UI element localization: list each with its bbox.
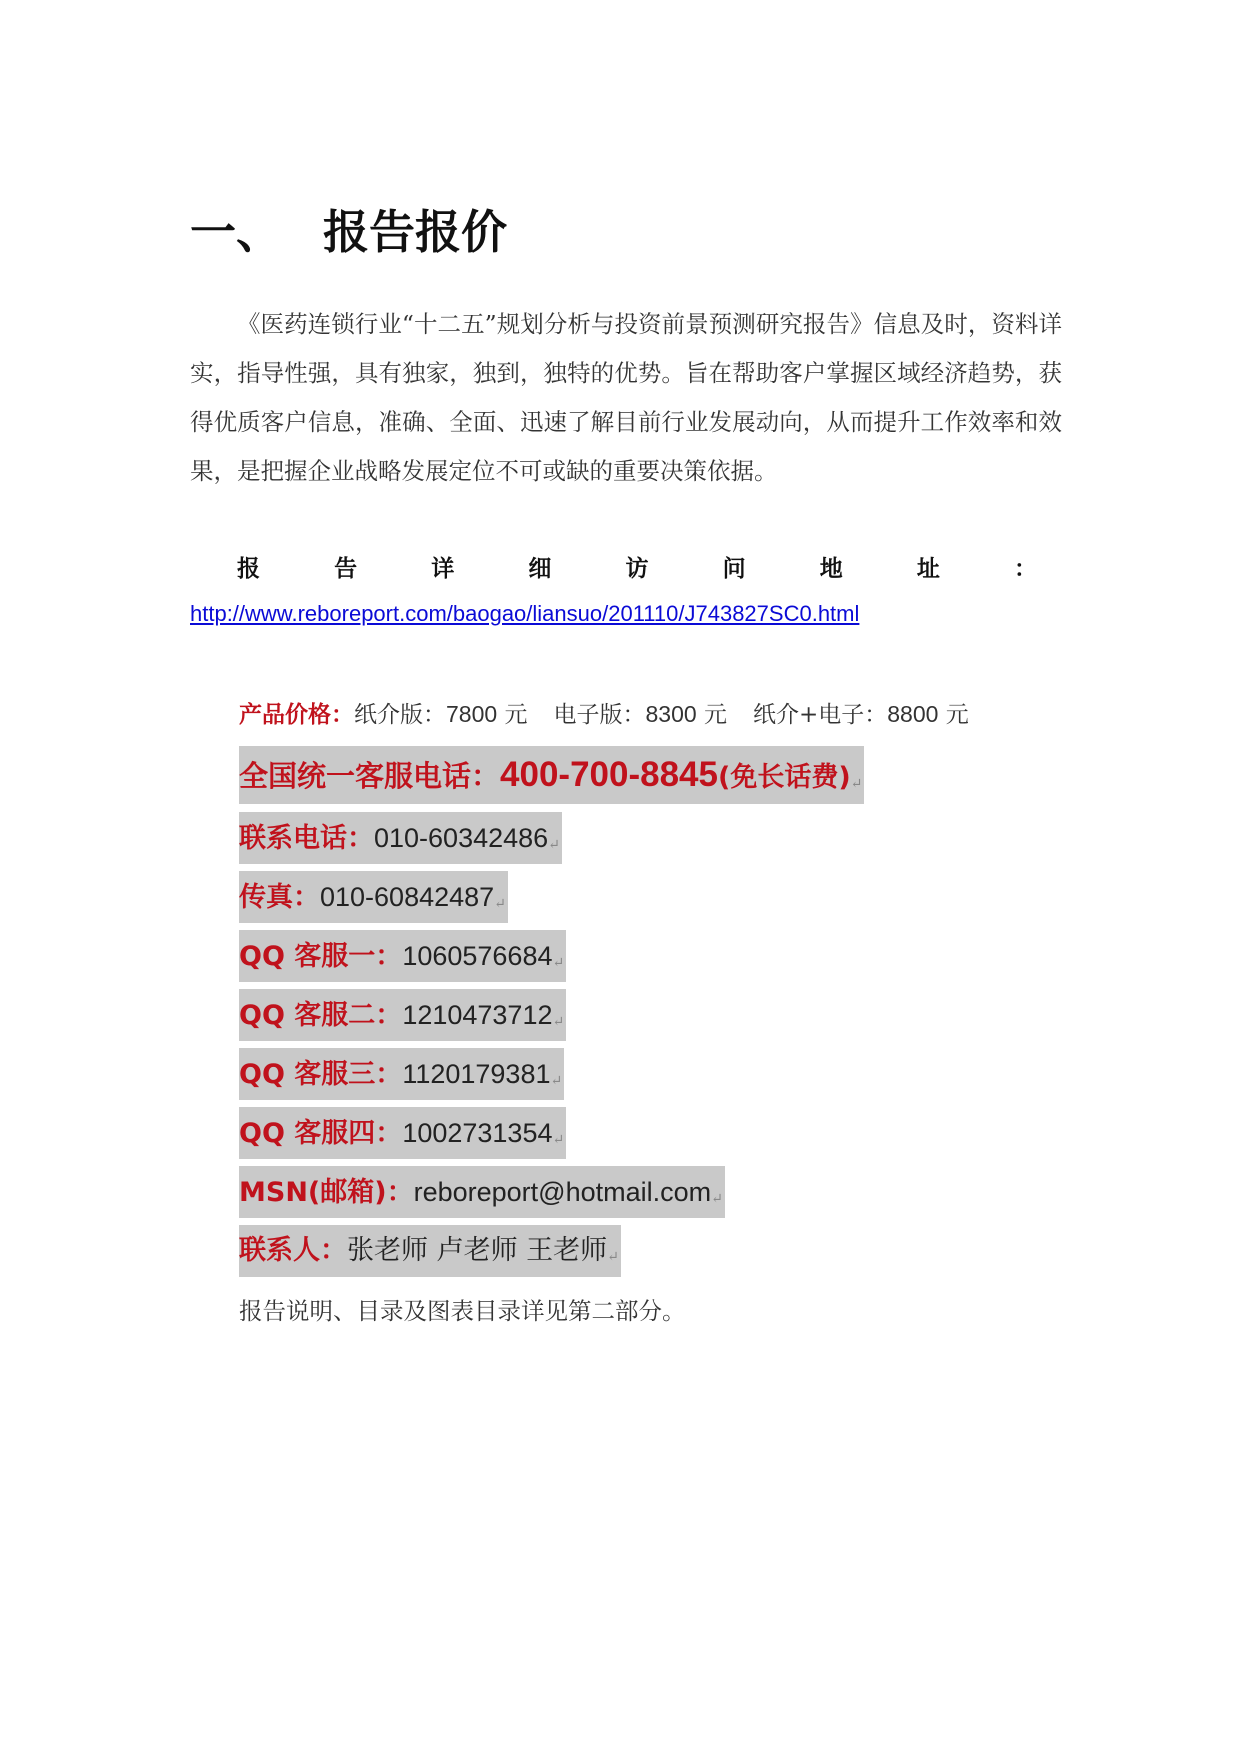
price-unit: 元 [504,702,528,728]
phone-label: 联系电话： [239,823,374,854]
electronic-price: 8300 [645,701,697,727]
report-note: 报告说明、目录及图表目录详见第二部分。 [239,1297,686,1325]
price-unit: 元 [703,702,727,728]
address-label-char: 详 [431,556,455,582]
electronic-label: 电子版： [553,702,646,728]
price-line [239,696,969,729]
combo-label: 纸介+电子： [752,702,888,728]
contact-persons: 张老师 卢老师 王老师 [347,1235,608,1266]
qq1-label: QQ 客服一： [239,941,403,972]
address-label-char: 址 [916,556,940,582]
paper-price: 7800 [446,701,498,727]
address-label-char: 细 [528,556,552,582]
address-label-char: 告 [334,556,358,582]
qq4-number: 1002731354 [402,1118,553,1148]
intro-paragraph: 《医药连锁行业“十二五”规划分析与投资前景预测研究报告》信息及时，资料详实，指导性强，具有独家，独到，独特的优势。旨在帮助客户掌握区域经济趋势，获得优质客户信息，准确、全面、迅速了解目前行业发展动向，从而提升工作效率和效果，是把握企业战略发展定位不可或缺的重要决策依据。 [190,310,1062,485]
qq2-row [239,989,566,1041]
qq1-number: 1060576684 [402,941,553,971]
qq3-label: QQ 客服三： [239,1059,403,1090]
phone-number: 010-60342486 [374,823,549,853]
paragraph-mark: ↵ [711,1191,723,1207]
qq2-label: QQ 客服二： [239,1000,403,1031]
section-number: 一、 [190,205,282,259]
paragraph-mark: ↵ [552,1132,565,1148]
section-title: 报告报价 [323,205,507,259]
qq3-number: 1120179381 [402,1059,551,1089]
section-heading [190,196,507,262]
report-url-link[interactable]: http://www.reboreport.com/baogao/liansuo/201110/J743827SC0.html [190,601,860,626]
address-label-char: ： [1014,556,1037,582]
qq2-number: 1210473712 [402,1000,553,1030]
price-label: 产品价格： [239,702,354,728]
hotline-number: 400-700-8845 [500,755,718,794]
msn-row [239,1166,725,1218]
address-label [237,550,1037,583]
hotline-note: (免长话费) [717,762,851,793]
fax-row [239,871,508,923]
price-unit: 元 [945,702,969,728]
qq4-row [239,1107,566,1159]
hotline-row [239,746,864,804]
paper-label: 纸介版： [354,702,446,728]
msn-label: MSN(邮箱)： [239,1177,414,1208]
paragraph-mark: ↵ [552,955,565,971]
qq3-row [239,1048,564,1100]
phone-row [239,812,562,864]
qq4-label: QQ 客服四： [239,1118,403,1149]
address-label-char: 问 [722,556,746,582]
paragraph-mark: ↵ [850,776,863,792]
combo-price: 8800 [887,701,939,727]
address-label-char: 访 [625,556,649,582]
hotline-label: 全国统一客服电话： [239,759,501,793]
fax-number: 010-60842487 [320,882,495,912]
contact-person-label: 联系人： [239,1235,347,1266]
paragraph-mark: ↵ [548,837,560,853]
address-label-char: 地 [819,556,843,582]
msn-email: reboreport@hotmail.com [413,1177,712,1207]
paragraph-mark: ↵ [552,1014,565,1030]
address-label-char: 报 [237,556,260,582]
paragraph-mark: ↵ [494,896,506,912]
qq1-row [239,930,566,982]
contact-person-row [239,1225,621,1277]
paragraph-mark: ↵ [607,1249,619,1265]
fax-label: 传真： [239,882,320,913]
paragraph-mark: ↵ [550,1073,563,1089]
